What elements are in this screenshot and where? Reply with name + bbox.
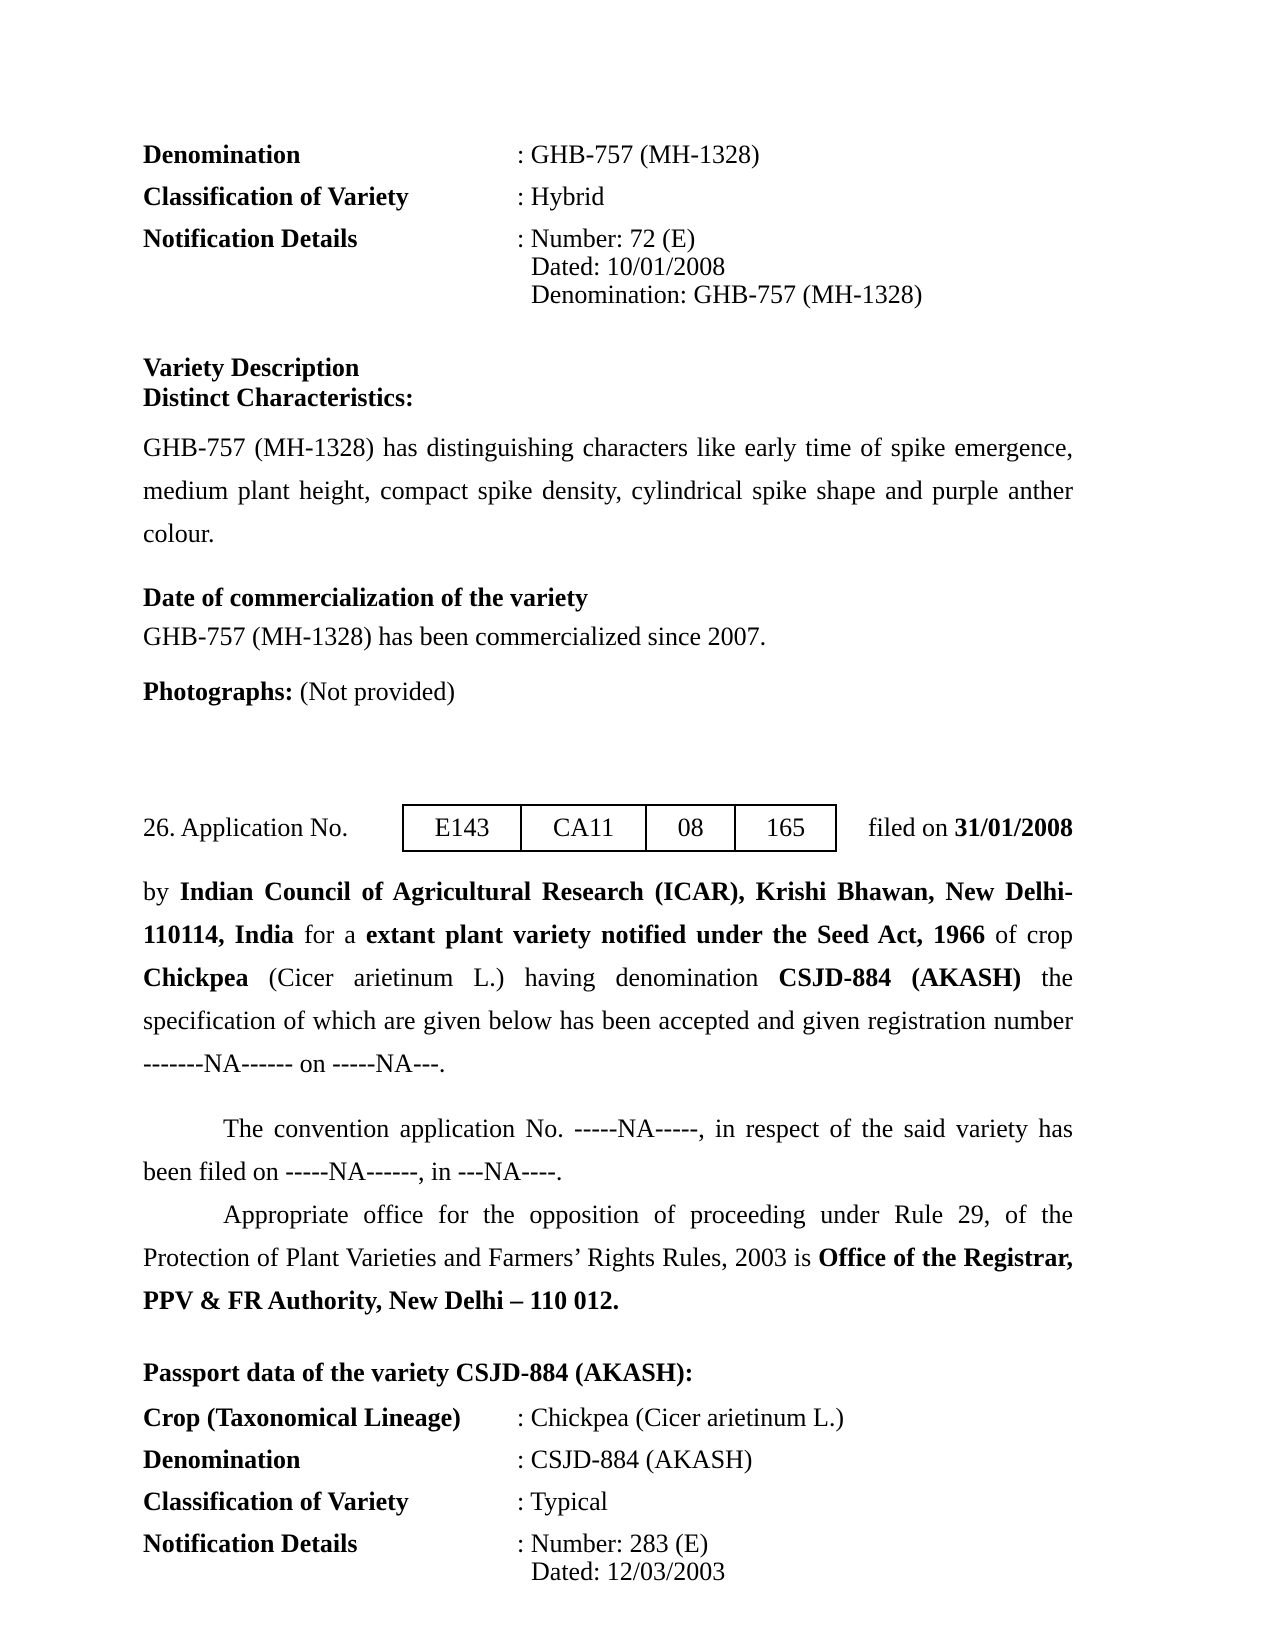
field-row-denomination [143, 1446, 1073, 1474]
field-value [517, 1488, 1073, 1516]
application-number-row [143, 804, 1073, 852]
field-row-classification [143, 183, 1073, 211]
field-value-line: : CSJD-884 (AKASH) [517, 1445, 753, 1474]
field-label: Denomination [143, 140, 301, 169]
field-value-line: Denomination: GHB-757 (MH-1328) [531, 280, 923, 309]
field-label: Crop (Taxonomical Lineage) [143, 1403, 461, 1432]
field-value [517, 225, 1073, 309]
field-row-notification-details [143, 225, 1073, 309]
distinct-characteristics-heading: Distinct Characteristics: [143, 383, 414, 412]
field-value [517, 1530, 1073, 1586]
application-code-cell: 08 [645, 806, 734, 850]
field-value-line: : Hybrid [517, 182, 605, 211]
field-value-line: : Number: 72 (E) [517, 224, 696, 253]
field-row-classification [143, 1488, 1073, 1516]
distinct-characteristics-text: GHB-757 (MH-1328) has distinguishing characters like early time of spike emergence, medium plant height, compact spike density, cylindrical spike shape and purple anther colour. [143, 433, 1073, 548]
convention-paragraph: The convention application No. -----NA-----, in respect of the said variety has been filed on -----NA------, in ---NA----. [143, 1114, 1073, 1186]
field-value [517, 183, 1073, 211]
application-number-table [402, 804, 837, 852]
application-code-cell: CA11 [520, 806, 645, 850]
field-value [517, 1404, 1073, 1432]
field-row-crop [143, 1404, 1073, 1432]
photographs-value: (Not provided) [293, 677, 455, 706]
filed-on-label: filed on [867, 813, 955, 842]
filed-on-text [868, 813, 1073, 843]
field-label: Notification Details [143, 224, 358, 253]
application-number-label: 26. Application No. [143, 813, 349, 842]
field-label: Classification of Variety [143, 182, 409, 211]
field-label: Classification of Variety [143, 1487, 409, 1516]
passport-data-heading: Passport data of the variety CSJD-884 (AKASH): [143, 1358, 694, 1387]
field-value-line: : GHB-757 (MH-1328) [517, 140, 760, 169]
application-body-paragraph: by Indian Council of Agricultural Research (ICAR), Krishi Bhawan, New Delhi-110114, India for a extant plant variety notified under the Seed Act, 1966 of crop Chickpea (Cicer arietinum L.) having denomination CSJD-884 (AKASH) the specification of which are given below has been accepted and given registration number -------NA------ on -----NA---. [143, 877, 1074, 1078]
photographs-line [143, 678, 1073, 706]
field-label: Denomination [143, 1445, 301, 1474]
commercialization-text: GHB-757 (MH-1328) has been commercialized since 2007. [143, 622, 767, 651]
field-value-line: : Typical [517, 1487, 608, 1516]
variety-details-top [143, 141, 1073, 309]
appropriate-office-paragraph: Appropriate office for the opposition of proceeding under Rule 29, of the Protection of Plant Varieties and Farmers’ Rights Rules, 2003 is Office of the Registrar, PPV & FR Authority, New Delhi – 110 012. [143, 1200, 1074, 1315]
field-row-denomination [143, 141, 1073, 169]
filed-on-date: 31/01/2008 [954, 813, 1073, 842]
application-code-cell: E143 [434, 813, 490, 842]
field-value [517, 141, 1073, 169]
photographs-label: Photographs: [143, 677, 294, 706]
field-value-line: Dated: 10/01/2008 [531, 252, 726, 281]
field-value [517, 1446, 1073, 1474]
field-row-notification-details [143, 1530, 1073, 1586]
application-code-cell: 165 [734, 806, 835, 850]
variety-details-bottom [143, 1404, 1073, 1586]
field-value-line: : Chickpea (Cicer arietinum L.) [517, 1403, 845, 1432]
commercialization-heading: Date of commercialization of the variety [143, 583, 588, 612]
field-value-line: : Number: 283 (E) [517, 1529, 709, 1558]
field-value-line: Dated: 12/03/2003 [531, 1557, 726, 1586]
field-label: Notification Details [143, 1529, 358, 1558]
variety-description-heading: Variety Description [143, 353, 360, 382]
